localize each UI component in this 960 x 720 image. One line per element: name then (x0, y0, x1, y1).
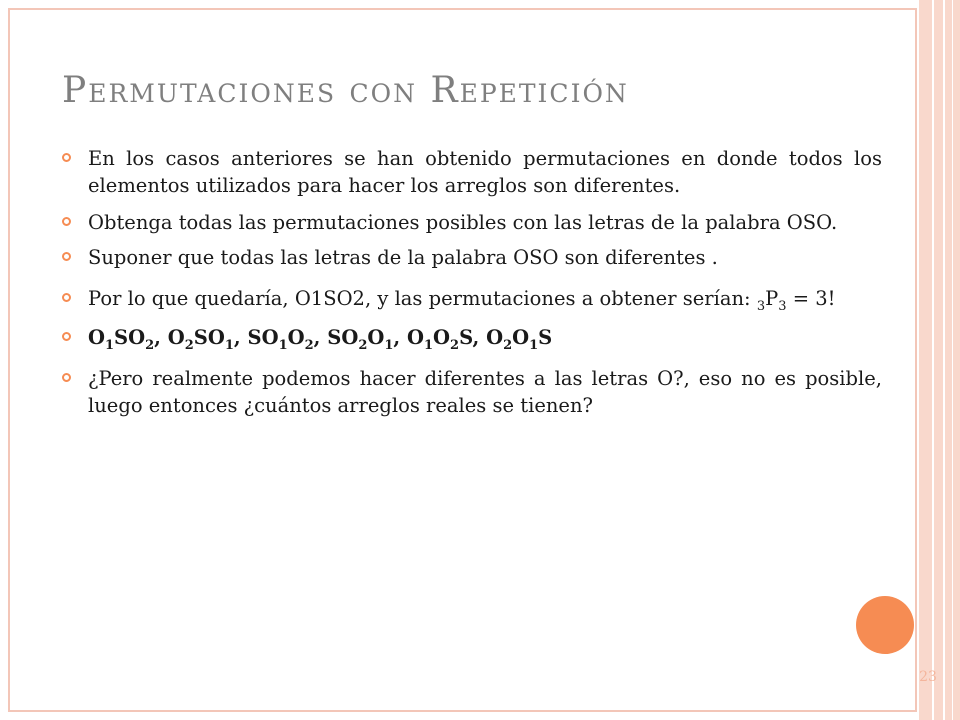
permutation-separator: , (233, 325, 248, 349)
permutation-item (88, 325, 155, 353)
permutation-subscript: 2 (304, 337, 314, 353)
permutation-subscript: 2 (450, 337, 460, 353)
permutation-item (247, 325, 314, 353)
permutation-formula (756, 287, 836, 314)
permutation-letters: SO (114, 325, 146, 349)
permutation-subscript: 1 (529, 337, 539, 353)
permutation-subscript: 2 (184, 337, 194, 353)
permutation-item (167, 325, 234, 353)
bullet-icon (62, 293, 71, 302)
bullet-item (62, 324, 882, 359)
stripe-divider (917, 0, 919, 720)
permutation-subscript: 2 (145, 337, 155, 353)
stripe-divider (932, 0, 934, 720)
permutation-subscript: 1 (224, 337, 234, 353)
permutation-letters: S (538, 325, 553, 349)
permutation-subscript: 2 (358, 337, 368, 353)
permutation-subscript: 1 (278, 337, 288, 353)
formula-result: = 3! (786, 287, 836, 310)
permutation-letters: O (486, 325, 504, 349)
permutation-subscript: 2 (503, 337, 513, 353)
bullet-icon (62, 373, 71, 382)
permutation-letters: O (407, 325, 424, 349)
permutation-letters: SO (327, 325, 359, 349)
bullet-text: Obtenga todas las permutaciones posibles con las letras de la palabra OSO. (88, 211, 838, 234)
permutation-letters: O (367, 325, 385, 349)
permutation-letters: O (88, 325, 105, 349)
stripe-divider (943, 0, 945, 720)
permutation-letters: O (287, 325, 305, 349)
bullet-icon (62, 217, 71, 226)
permutation-subscript: 1 (424, 337, 434, 353)
permutation-letters: O (433, 325, 451, 349)
permutation-letters: O (512, 325, 530, 349)
permutation-item (327, 325, 394, 353)
bullet-icon (62, 332, 71, 341)
permutation-list (88, 325, 553, 353)
permutation-item (486, 325, 553, 353)
stripe-divider (952, 0, 953, 720)
permutation-subscript: 1 (105, 337, 115, 353)
bullet-item (62, 209, 882, 236)
page-number: 23 (919, 669, 937, 685)
permutation-letters: SO (247, 325, 279, 349)
bullet-item (62, 244, 882, 271)
bullet-item (62, 285, 882, 320)
formula-n: 3 (756, 298, 766, 314)
bullet-icon (62, 153, 71, 162)
permutation-separator: , (154, 325, 168, 349)
decorative-circle (856, 596, 914, 654)
bullet-icon (62, 252, 71, 261)
formula-letter: P (765, 287, 779, 310)
bullet-text: Por lo que quedaría, O1SO2, y las permutaciones a obtener serían: (88, 287, 757, 310)
permutation-item (407, 325, 473, 353)
bullet-item (62, 145, 882, 199)
bullet-text: En los casos anteriores se han obtenido permutaciones en donde todos los elementos utilizados para hacer los arreglos son diferentes. (88, 147, 882, 197)
permutation-separator: , (393, 325, 407, 349)
bullet-list (62, 145, 882, 419)
permutation-separator: , (313, 325, 328, 349)
permutation-letters: SO (193, 325, 225, 349)
bullet-text: ¿Pero realmente podemos hacer diferentes a las letras O?, eso no es posible, luego entonces ¿cuántos arreglos reales se tienen? (88, 366, 882, 417)
permutation-subscript: 1 (384, 337, 394, 353)
formula-r: 3 (778, 298, 787, 314)
decorative-stripes (917, 0, 960, 720)
permutation-separator: , (472, 325, 487, 349)
bullet-text: Suponer que todas las letras de la palabra OSO son diferentes . (88, 246, 718, 269)
permutation-letters: S (459, 325, 473, 349)
permutation-letters: O (167, 325, 185, 349)
bullet-item (62, 365, 882, 419)
slide-title: Permutaciones con Repetición (62, 70, 629, 111)
